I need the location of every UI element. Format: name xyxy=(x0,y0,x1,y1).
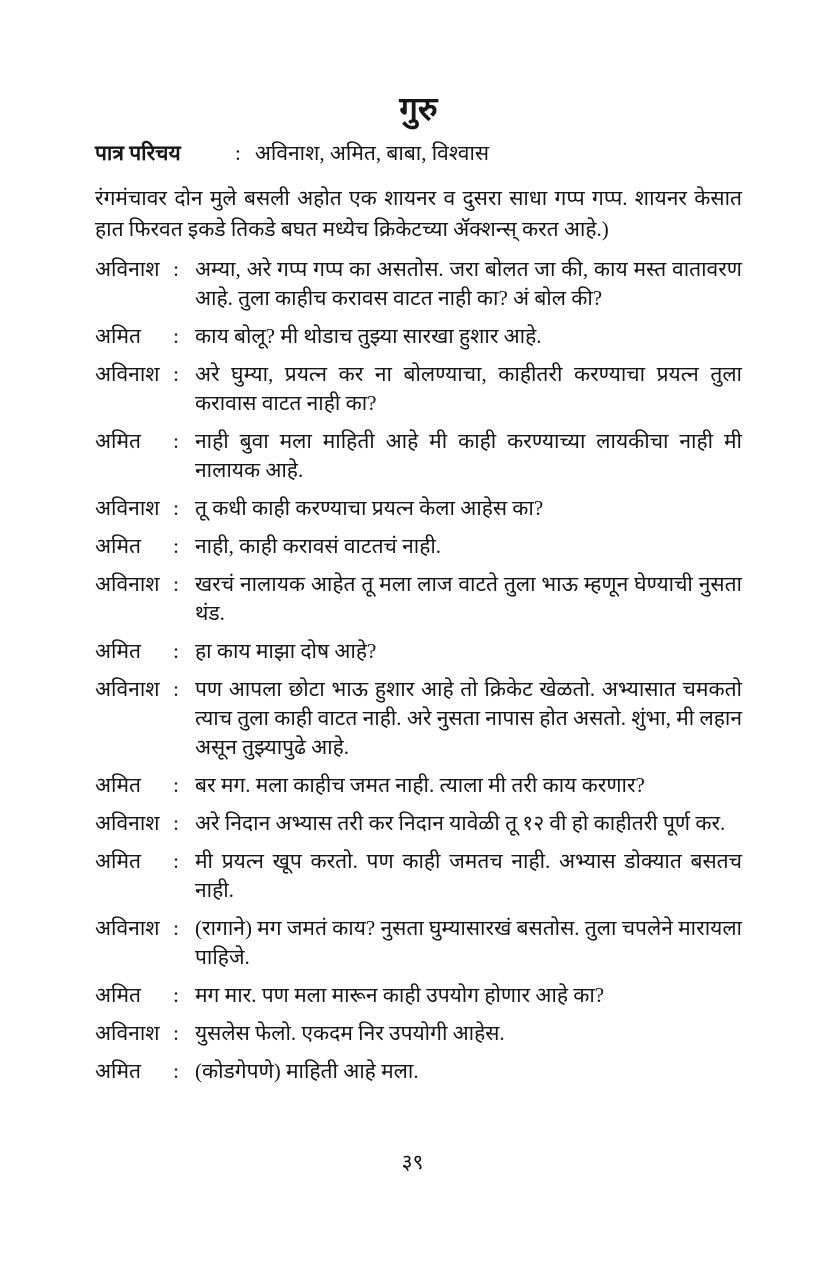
cast-label: पात्र परिचय xyxy=(95,141,181,165)
speaker-colon: : xyxy=(173,324,179,348)
speaker-cell xyxy=(95,255,179,284)
speaker-cell xyxy=(95,1057,179,1086)
speaker-cell xyxy=(95,532,179,561)
dialogue-row xyxy=(95,322,742,351)
speaker-cell xyxy=(95,675,179,704)
speaker-cell xyxy=(95,914,179,943)
speaker-cell xyxy=(95,981,179,1010)
dialogue-row xyxy=(95,570,742,628)
speaker-colon: : xyxy=(173,916,179,940)
dialogue-text: तू कधी काही करण्याचा प्रयत्न केला आहेस का? xyxy=(195,496,544,520)
speaker-name: अमित xyxy=(95,324,142,348)
speaker-colon: : xyxy=(173,811,179,835)
dialogue-text: अरे घुम्या, प्रयत्न कर ना बोलण्याचा, काहीतरी करण्याचा प्रयत्न तुला करावास वाटत नाही का? xyxy=(195,362,742,415)
speaker-name: अमित xyxy=(95,849,142,873)
page-title: गुरु xyxy=(399,92,438,128)
dialogue-row xyxy=(95,847,742,905)
dialogue-text: नाही बुवा मला माहिती आहे मी काही करण्याच्या लायकीचा नाही मी नालायक आहे. xyxy=(195,429,742,482)
speaker-name: अविनाश xyxy=(95,257,160,281)
speaker-colon: : xyxy=(173,983,179,1007)
speaker-colon: : xyxy=(173,534,179,558)
speaker-colon: : xyxy=(173,1021,179,1045)
speaker-colon: : xyxy=(173,496,179,520)
dialogue-text: नाही, काही करावसं वाटतचं नाही. xyxy=(195,534,442,558)
dialogue-row xyxy=(95,637,742,666)
speaker-colon: : xyxy=(173,257,179,281)
dialogue-text: हा काय माझा दोष आहे? xyxy=(195,639,377,663)
dialogue-row xyxy=(95,494,742,523)
speaker-name: अविनाश xyxy=(95,572,160,596)
speaker-cell xyxy=(95,1019,179,1048)
dialogue-row xyxy=(95,427,742,485)
stage-direction: रंगमंचावर दोन मुले बसली अहोत एक शायनर व दुसरा साधा गप्प गप्प. शायनर केसात हात फिरवत इकडे तिकडे बघत मध्येच क्रिकेटच्या ॲक्शन्स् करत आहे.) xyxy=(95,186,742,241)
cast-colon: : xyxy=(235,141,241,165)
dialogue-text: काय बोलू? मी थोडाच तुझ्या सारखा हुशार आहे. xyxy=(195,324,542,348)
speaker-cell xyxy=(95,360,179,389)
dialogue-row xyxy=(95,675,742,762)
speaker-cell xyxy=(95,427,179,456)
dialogue-list xyxy=(95,255,742,1086)
dialogue-row xyxy=(95,1057,742,1086)
speaker-colon: : xyxy=(173,677,179,701)
speaker-colon: : xyxy=(173,362,179,386)
dialogue-row xyxy=(95,360,742,418)
speaker-colon: : xyxy=(173,773,179,797)
dialogue-row xyxy=(95,771,742,800)
dialogue-row xyxy=(95,1019,742,1048)
dialogue-row xyxy=(95,809,742,838)
speaker-name: अमित xyxy=(95,983,142,1007)
dialogue-row xyxy=(95,255,742,313)
speaker-cell xyxy=(95,771,179,800)
speaker-name: अविनाश xyxy=(95,916,160,940)
speaker-cell xyxy=(95,494,179,523)
speaker-cell xyxy=(95,809,179,838)
speaker-colon: : xyxy=(173,429,179,453)
speaker-name: अमित xyxy=(95,1059,142,1083)
speaker-name: अविनाश xyxy=(95,677,160,701)
speaker-name: अमित xyxy=(95,429,142,453)
dialogue-text: मग मार. पण मला मारून काही उपयोग होणार आहे का? xyxy=(195,983,605,1007)
dialogue-text: (कोडगेपणे) माहिती आहे मला. xyxy=(195,1059,419,1083)
speaker-name: अविनाश xyxy=(95,496,160,520)
dialogue-text: मी प्रयत्न खूप करतो. पण काही जमतच नाही. अभ्यास डोक्यात बसतच नाही. xyxy=(195,849,742,902)
speaker-name: अमित xyxy=(95,534,142,558)
dialogue-text: अरे निदान अभ्यास तरी कर निदान यावेळी तू १२ वी हो काहीतरी पूर्ण कर. xyxy=(195,811,726,835)
dialogue-text: युसलेस फेलो. एकदम निर उपयोगी आहेस. xyxy=(195,1021,505,1045)
speaker-name: अमित xyxy=(95,639,142,663)
dialogue-row xyxy=(95,981,742,1010)
speaker-name: अविनाश xyxy=(95,362,160,386)
speaker-name: अमित xyxy=(95,773,142,797)
cast-names: अविनाश, अमित, बाबा, विश्वास xyxy=(254,141,490,165)
dialogue-row xyxy=(95,914,742,972)
speaker-colon: : xyxy=(173,1059,179,1083)
speaker-name: अविनाश xyxy=(95,811,160,835)
page-number: ३९ xyxy=(401,1150,424,1174)
cast-line xyxy=(95,138,742,168)
dialogue-text: बर मग. मला काहीच जमत नाही. त्याला मी तरी काय करणार? xyxy=(195,773,645,797)
dialogue-text: खरचं नालायक आहेत तू मला लाज वाटते तुला भाऊ म्हणून घेण्याची नुसता थंड. xyxy=(195,572,742,625)
speaker-cell xyxy=(95,847,179,876)
speaker-cell xyxy=(95,322,179,351)
speaker-colon: : xyxy=(173,572,179,596)
speaker-cell xyxy=(95,637,179,666)
speaker-cell xyxy=(95,570,179,599)
speaker-colon: : xyxy=(173,849,179,873)
speaker-colon: : xyxy=(173,639,179,663)
dialogue-text: अम्या, अरे गप्प गप्प का असतोस. जरा बोलत जा की, काय मस्त वातावरण आहे. तुला काहीच करावस वाटत नाही का? अं बोल की? xyxy=(195,257,742,310)
dialogue-row xyxy=(95,532,742,561)
dialogue-text: पण आपला छोटा भाऊ हुशार आहे तो क्रिकेट खेळतो. अभ्यासात चमकतो त्याच तुला काही वाटत नाही. अरे नुसता नापास होत असतो. शुंभा, मी लहान असून तुझ्यापुढे आहे. xyxy=(195,677,742,759)
dialogue-text: (रागाने) मग जमतं काय? नुसता घुम्यासारखं बसतोस. तुला चपलेने मारायला पाहिजे. xyxy=(195,916,742,969)
speaker-name: अविनाश xyxy=(95,1021,160,1045)
